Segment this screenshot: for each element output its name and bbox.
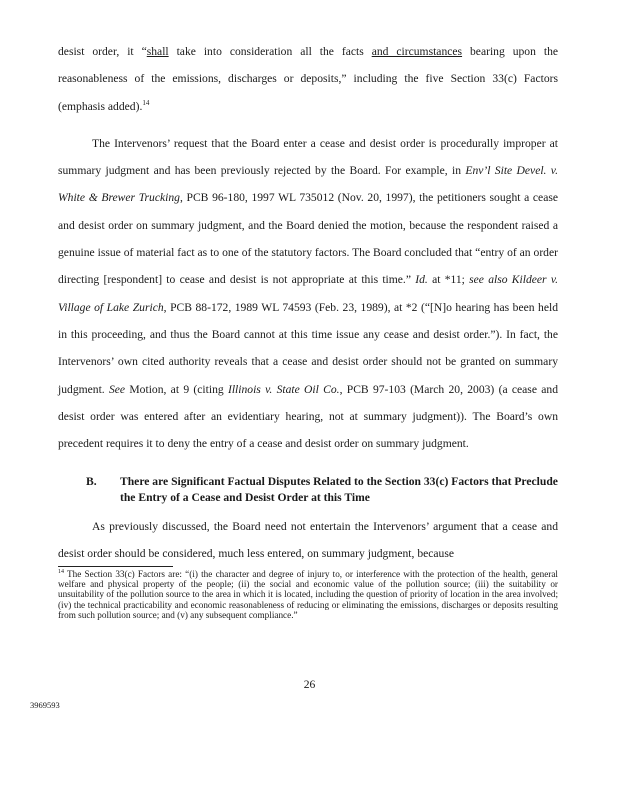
footnote [58, 569, 558, 620]
p1-shall-underlined: shall [146, 45, 169, 58]
p2-text-f: , PCB 97-103 (March 20, 2003) (a cease and desist order was entered after an evidentiary hearing, not at summary judgment)). The Board’s own precedent requires it to deny the entry of a cease and desist order on summary judgment. [58, 382, 558, 451]
p1-text-c: bearing upon the reasonableness of the emissions, discharges or deposits,” including the five Section 33(c) Factors (emphasis added). [58, 45, 559, 113]
p2-see-signal: See [108, 382, 126, 396]
heading-title: There are Significant Factual Disputes Related to the Section 33(c) Factors that Preclude the Entry of a Cease and Desist Order at this Time [120, 475, 558, 504]
footnote-ref: 14 [142, 98, 150, 107]
footnote-divider [58, 566, 173, 567]
p2-text-b: , PCB 96-180, 1997 WL 735012 (Nov. 20, 1997), the petitioners sought a cease and desist order on summary judgment, and the Board denied the motion, because the respondent raised a genuine issue of material fact as to one of the statutory factors. The Board concluded that “entry of an order directing [respondent] to cease and desist is not appropriate at this time.” [58, 191, 559, 287]
paragraph-3-block [58, 513, 558, 568]
heading-letter: B. [86, 475, 97, 488]
p1-and-circumstances-underlined: and circumstances [371, 45, 463, 58]
p2-see-also-kildeer: see also Kildeer v. Village of Lake Zurich [58, 273, 558, 314]
page-number: 26 [303, 678, 316, 691]
paragraph-2 [58, 130, 558, 458]
p1-text-b: take into consideration all the facts [168, 45, 372, 58]
p2-text-e: Motion, at 9 (citing [125, 382, 228, 396]
paragraph-3: As previously discussed, the Board need not entertain the Intervenors’ argument that a cease and desist order should be considered, much less entered, on summary judgment, because [58, 520, 558, 561]
footnote-number: 14 [58, 568, 64, 575]
p2-case-state-oil: Illinois v. State Oil Co. [227, 382, 340, 396]
p2-text-c: at *11; [427, 273, 470, 287]
p2-case-env-site: Env’l Site Devel. v. White & Brewer Trucking [58, 164, 558, 205]
document-id: 3969593 [30, 700, 60, 710]
p1-text-a: desist order, it “ [58, 45, 147, 58]
section-heading [86, 474, 566, 506]
p2-text-a: The Intervenors’ request that the Board enter a cease and desist order is procedurally improper at summary judgment and has been previously rejected by the Board. For example, in [58, 136, 558, 178]
p2-id-cite: Id. [415, 273, 428, 287]
footnote-text: The Section 33(c) Factors are: “(i) the character and degree of injury to, or interference with the protection of the health, general welfare and physical property of the people; (ii) the social and economic value of the pollution source; (iii) the suitability or unsuitability of the pollution source to the area in which it is located, including the question of priority of location in the area involved; (iv) the technical practicability and economic reasonableness of reducing or eliminating the emissions, discharges or deposits resulting from such pollution source; and (v) any subsequent compliance.” [58, 569, 558, 620]
p2-text-d: , PCB 88-172, 1989 WL 74593 (Feb. 23, 1989), at *2 (“[N]o hearing has been held in this proceeding, and thus the Board cannot at this time issue any cease and desist order.”). In fact, the Intervenors’ own cited authority reveals that a cease and desist order should not be granted on summary judgment. [58, 300, 559, 396]
body-text-block [58, 38, 558, 457]
paragraph-1 [58, 38, 558, 120]
